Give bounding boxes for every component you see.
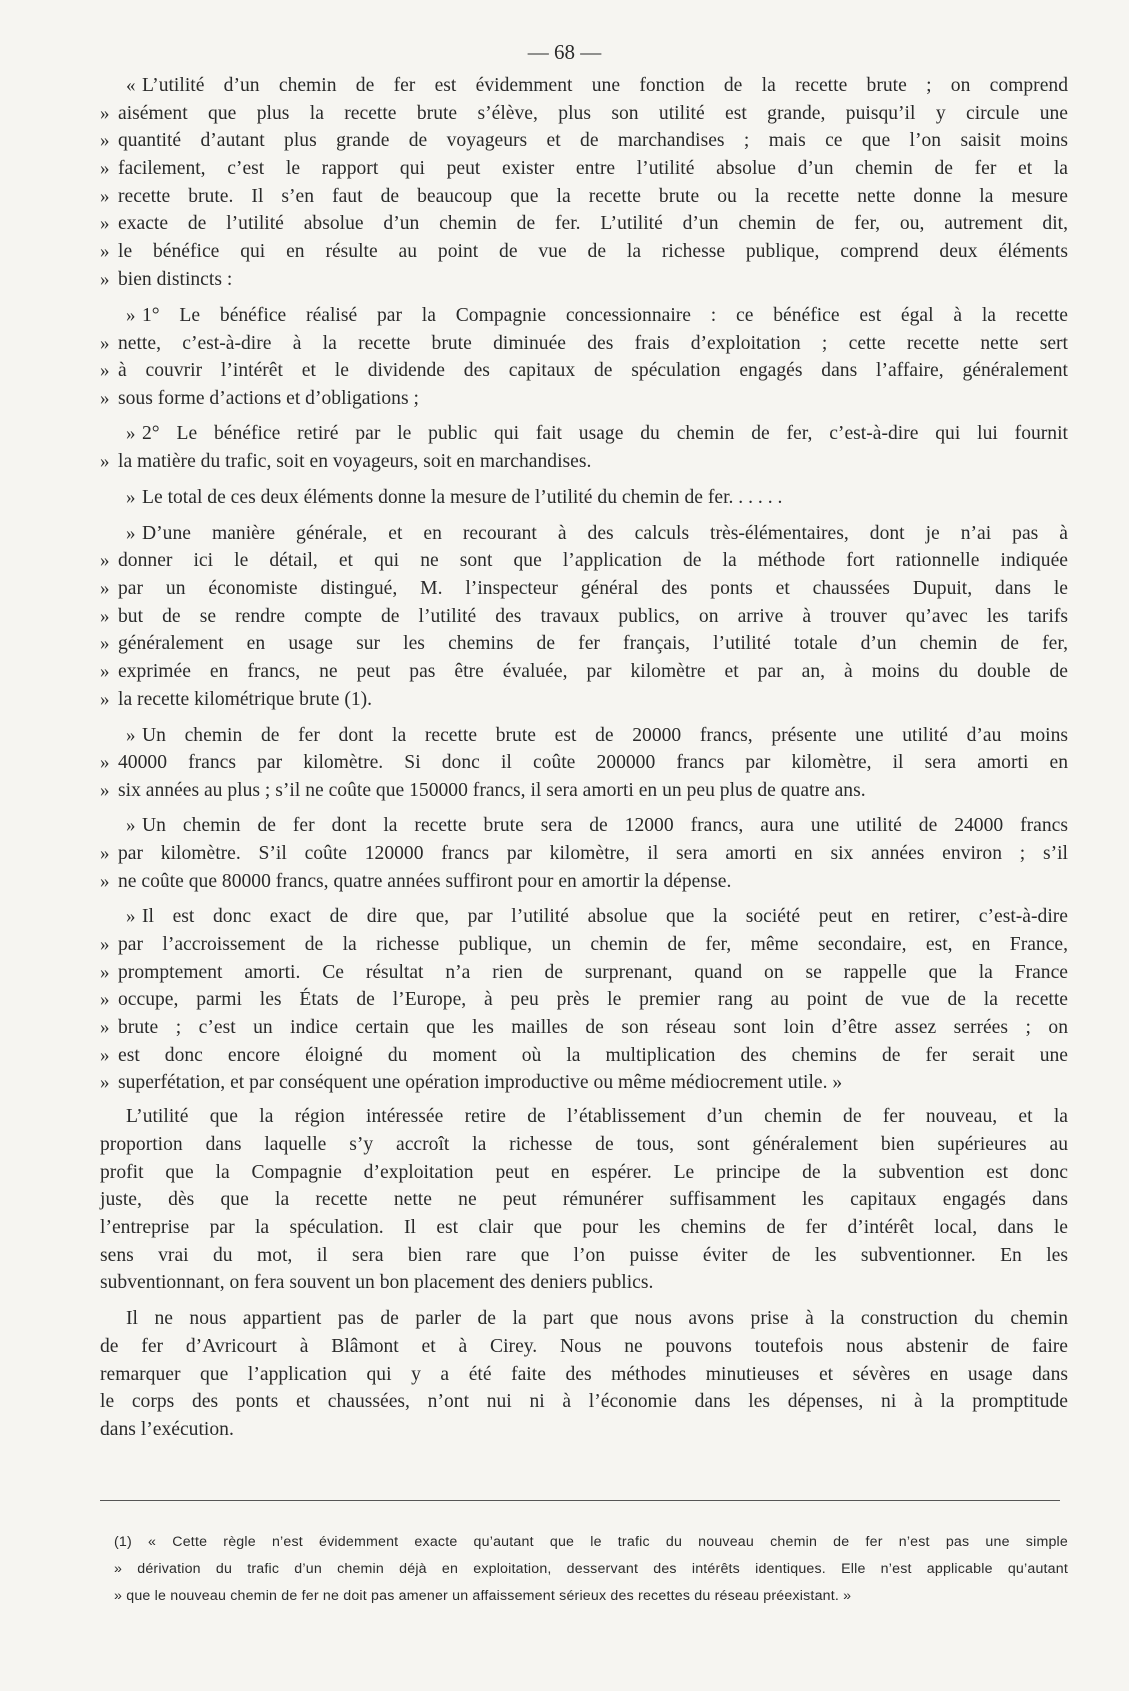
quote-mark: »	[126, 487, 136, 508]
text-line: l’entreprise par la spéculation. Il est clair que pour les chemins de fer d’intérêt local, dans le	[100, 1217, 1068, 1238]
footnote-line: » que le nouveau chemin de fer ne doit pas amener un affaissement sérieux des recettes du réseau préexistant. »	[114, 1588, 852, 1604]
quote-mark: »	[126, 305, 136, 326]
quote-mark: »	[100, 451, 110, 472]
quote-mark: »	[100, 689, 110, 710]
quote-mark: »	[100, 1072, 110, 1093]
quote-mark: «	[126, 75, 136, 96]
quote-mark: »	[100, 241, 110, 262]
text-line: sous forme d’actions et d’obligations ;	[118, 388, 419, 409]
quote-mark: »	[100, 871, 110, 892]
quote-mark: »	[100, 962, 110, 983]
text-line: la matière du trafic, soit en voyageurs, soit en marchandises.	[118, 451, 592, 472]
quote-mark: »	[100, 780, 110, 801]
text-line: superfétation, et par conséquent une opération improductive ou même médiocrement utile. »	[118, 1072, 843, 1093]
page-number: — 68 —	[527, 40, 602, 64]
quote-mark: »	[100, 333, 110, 354]
footnote-line: » dérivation du trafic d’un chemin déjà en exploitation, desservant des intérêts identiques. Elle n’est applicable qu’autant	[114, 1561, 1068, 1577]
text-line: donner ici le détail, et qui ne sont que l’application de la méthode fort rationnelle indiquée	[118, 550, 1068, 571]
quote-mark: »	[100, 633, 110, 654]
text-line: par un économiste distingué, M. l’inspecteur général des ponts et chaussées Dupuit, dans le	[118, 578, 1068, 599]
text-line: quantité d’autant plus grande de voyageurs et de marchandises ; mais ce que l’on saisit moins	[118, 130, 1068, 151]
text-line: la recette kilométrique brute (1).	[118, 689, 373, 710]
text-line: le bénéfice qui en résulte au point de vue de la richesse publique, comprend deux éléments	[118, 241, 1068, 262]
quote-mark: »	[126, 906, 136, 927]
text-line: nette, c’est-à-dire à la recette brute diminuée des frais d’exploitation ; cette recette nette sert	[118, 333, 1068, 354]
text-line: le corps des ponts et chaussées, n’ont nui ni à l’économie dans les dépenses, ni à la promptitude	[100, 1391, 1068, 1412]
quote-mark: »	[100, 934, 110, 955]
text-line: proportion dans laquelle s’y accroît la richesse de tous, sont généralement bien supérieures au	[100, 1134, 1068, 1155]
text-line: Un chemin de fer dont la recette brute est de 20000 francs, présente une utilité d’au moins	[142, 725, 1068, 746]
footnote-line: (1) « Cette règle n’est évidemment exacte qu’autant que le trafic du nouveau chemin de fer n’est pas une simple	[114, 1534, 1068, 1550]
quote-mark: »	[100, 606, 110, 627]
footnote-divider	[100, 1500, 1060, 1501]
quote-mark: »	[100, 158, 110, 179]
text-line: de fer d’Avricourt à Blâmont et à Cirey. Nous ne pouvons toutefois nous abstenir de faire	[100, 1336, 1068, 1357]
quote-mark: »	[100, 1045, 110, 1066]
text-line: 40000 francs par kilomètre. Si donc il coûte 200000 francs par kilomètre, il sera amorti en	[118, 752, 1068, 773]
quote-mark: »	[126, 815, 136, 836]
quote-mark: »	[100, 130, 110, 151]
text-line: Le total de ces deux éléments donne la mesure de l’utilité du chemin de fer. . . . . .	[142, 487, 783, 508]
text-line: aisément que plus la recette brute s’élève, plus son utilité est grande, puisqu’il y circule une	[118, 103, 1068, 124]
quote-mark: »	[100, 1017, 110, 1038]
quote-mark: »	[100, 843, 110, 864]
quote-mark: »	[126, 725, 136, 746]
text-line: exprimée en francs, ne peut pas être évaluée, par kilomètre et par an, à moins du double de	[118, 661, 1068, 682]
text-line: 1° Le bénéfice réalisé par la Compagnie concessionnaire : ce bénéfice est égal à la recette	[142, 305, 1068, 326]
quote-mark: »	[100, 213, 110, 234]
text-line: juste, dès que la recette nette ne peut rémunérer suffisamment les capitaux engagés dans	[100, 1189, 1068, 1210]
text-line: exacte de l’utilité absolue d’un chemin de fer. L’utilité d’un chemin de fer, ou, autrement dit,	[118, 213, 1068, 234]
text-line: D’une manière générale, et en recourant à des calculs très-élémentaires, dont je n’ai pas à	[142, 523, 1068, 544]
text-line: par l’accroissement de la richesse publique, un chemin de fer, même secondaire, est, en France,	[118, 934, 1068, 955]
text-line: subventionnant, on fera souvent un bon placement des deniers publics.	[100, 1272, 654, 1293]
quote-mark: »	[100, 269, 110, 290]
quote-mark: »	[100, 186, 110, 207]
text-line: Il ne nous appartient pas de parler de la part que nous avons prise à la construction du chemin	[126, 1308, 1068, 1329]
text-line: est donc encore éloigné du moment où la multiplication des chemins de fer serait une	[118, 1045, 1068, 1066]
text-line: promptement amorti. Ce résultat n’a rien de surprenant, quand on se rappelle que la France	[118, 962, 1068, 983]
text-line: brute ; c’est un indice certain que les mailles de son réseau sont loin d’être assez serrées ; on	[118, 1017, 1068, 1038]
text-line: remarquer que l’application qui y a été faite des méthodes minutieuses et sévères en usage dans	[100, 1364, 1068, 1385]
text-line: 2° Le bénéfice retiré par le public qui fait usage du chemin de fer, c’est-à-dire qui lui fournit	[142, 423, 1068, 444]
text-line: Il est donc exact de dire que, par l’utilité absolue que la société peut en retirer, c’est-à-dire	[142, 906, 1068, 927]
quote-mark: »	[126, 523, 136, 544]
text-line: généralement en usage sur les chemins de fer français, l’utilité totale d’un chemin de fer,	[118, 633, 1068, 654]
text-line: recette brute. Il s’en faut de beaucoup que la recette brute ou la recette nette donne la mesure	[118, 186, 1068, 207]
text-line: L’utilité que la région intéressée retire de l’établissement d’un chemin de fer nouveau, et la	[126, 1106, 1068, 1127]
quote-mark: »	[100, 360, 110, 381]
text-line: but de se rendre compte de l’utilité des travaux publics, on arrive à trouver qu’avec les tarifs	[118, 606, 1068, 627]
text-line: facilement, c’est le rapport qui peut exister entre l’utilité absolue d’un chemin de fer et la	[118, 158, 1068, 179]
quote-mark: »	[126, 423, 136, 444]
quote-mark: »	[100, 989, 110, 1010]
text-line: sens vrai du mot, il sera bien rare que l’on puisse éviter de les subventionner. En les	[100, 1245, 1068, 1266]
text-line: occupe, parmi les États de l’Europe, à peu près le premier rang au point de vue de la recette	[118, 989, 1068, 1010]
text-line: dans l’exécution.	[100, 1419, 234, 1440]
quote-mark: »	[100, 752, 110, 773]
text-line: profit que la Compagnie d’exploitation peut en espérer. Le principe de la subvention est donc	[100, 1162, 1068, 1183]
text-line: Un chemin de fer dont la recette brute sera de 12000 francs, aura une utilité de 24000 francs	[142, 815, 1068, 836]
quote-mark: »	[100, 661, 110, 682]
text-line: L’utilité d’un chemin de fer est évidemment une fonction de la recette brute ; on comprend	[142, 75, 1068, 96]
quote-mark: »	[100, 550, 110, 571]
quote-mark: »	[100, 103, 110, 124]
text-line: à couvrir l’intérêt et le dividende des capitaux de spéculation engagés dans l’affaire, généralement	[118, 360, 1068, 381]
text-line: six années au plus ; s’il ne coûte que 150000 francs, il sera amorti en un peu plus de quatre ans.	[118, 780, 866, 801]
quote-mark: »	[100, 388, 110, 409]
text-line: par kilomètre. S’il coûte 120000 francs par kilomètre, il sera amorti en six années environ ; s’il	[118, 843, 1068, 864]
quote-mark: »	[100, 578, 110, 599]
text-line: ne coûte que 80000 francs, quatre années suffiront pour en amortir la dépense.	[118, 871, 732, 892]
text-line: bien distincts :	[118, 269, 233, 290]
